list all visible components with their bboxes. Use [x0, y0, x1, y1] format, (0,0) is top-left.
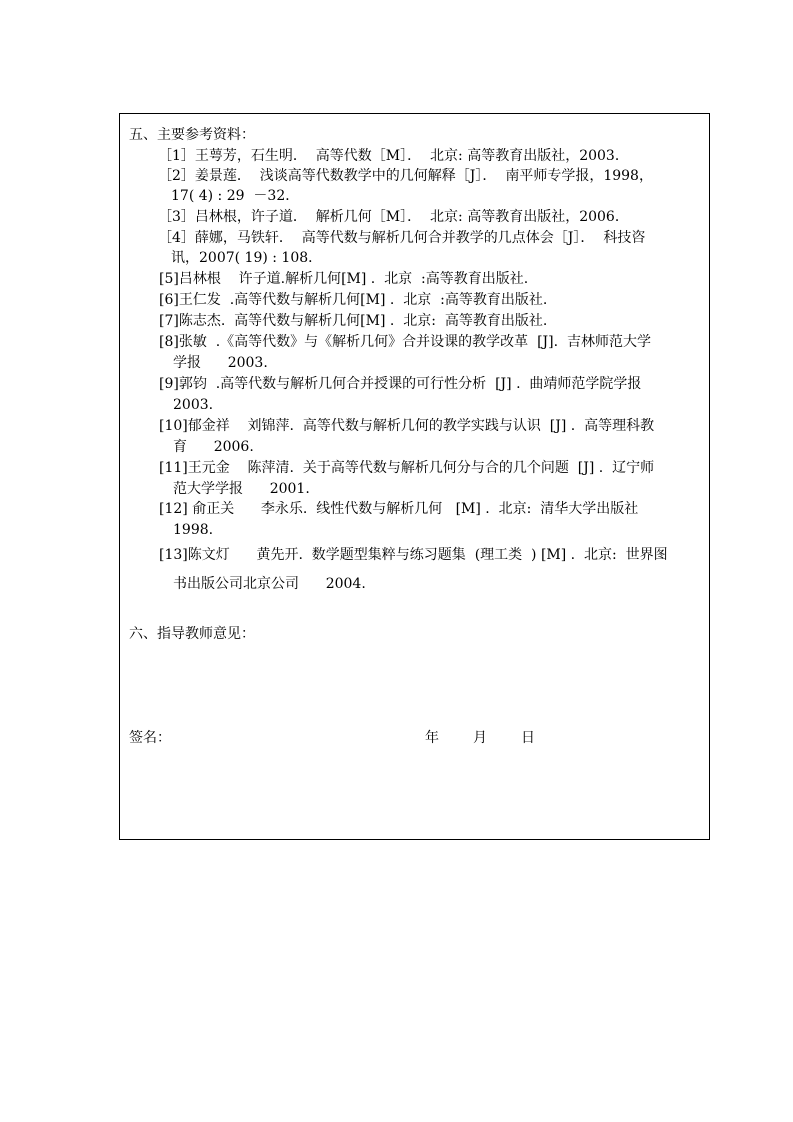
reference-line: [11]王元金 陈萍清. 关于高等代数与解析几何分与合的几个问题 [J] . 辽宁师	[159, 460, 655, 476]
reference-line: [8]张敏 .《高等代数》与《解析几何》合并设课的教学改革 [J]. 吉林师范大学	[159, 334, 651, 350]
date-day-label: 日	[521, 730, 535, 746]
signature-label: 签名：	[129, 730, 171, 746]
reference-line-continued: 2003.	[173, 397, 214, 413]
section-5-heading: 五、主要参考资料：	[129, 127, 255, 143]
date-year-label: 年	[425, 730, 439, 746]
reference-line-continued: 范大学学报 2001.	[173, 481, 310, 497]
reference-line: ［1］王萼芳，石生明． 高等代数［M］． 北京: 高等教育出版社，2003．	[158, 148, 629, 164]
reference-line-continued: 书出版公司北京公司 2004.	[173, 576, 366, 592]
date-month-label: 月	[473, 730, 487, 746]
reference-line-continued: 1998.	[173, 522, 214, 538]
reference-line: [9]郭钧 .高等代数与解析几何合并授课的可行性分析 [J] . 曲靖师范学院学报	[159, 376, 642, 392]
reference-line: [7]陈志杰. 高等代数与解析几何[M] . 北京: 高等教育出版社.	[159, 313, 548, 329]
reference-line-continued: 17( 4) : 29 －32．	[171, 188, 300, 204]
reference-line: [5]吕林根 许子道.解析几何[M] . 北京 :高等教育出版社.	[159, 271, 529, 287]
reference-line-continued: 学报 2003.	[173, 355, 268, 371]
reference-line: ［2］姜景莲． 浅谈高等代数教学中的几何解释［J］． 南平师专学报，1998，	[158, 168, 653, 184]
reference-line: ［4］薛娜，马铁轩． 高等代数与解析几何合并教学的几点体会［J］． 科技咨	[158, 230, 646, 246]
reference-line: [10]郁金祥 刘锦萍. 高等代数与解析几何的教学实践与认识 [J] . 高等理科教	[159, 418, 655, 434]
section-6-heading: 六、指导教师意见：	[129, 626, 255, 642]
reference-line-continued: 讯，2007( 19) : 108．	[171, 250, 323, 266]
reference-line-continued: 育 2006.	[173, 439, 254, 455]
reference-line: ［3］吕林根，许子道． 解析几何［M］． 北京: 高等教育出版社，2006．	[158, 209, 629, 225]
opinion-form-box	[119, 113, 710, 840]
reference-line: [6]王仁发 .高等代数与解析几何[M] . 北京 :高等教育出版社.	[159, 292, 548, 308]
reference-line: [12] 俞正关 李永乐. 线性代数与解析几何 [M] . 北京: 清华大学出版社	[159, 501, 639, 517]
reference-line: [13]陈文灯 黄先开. 数学题型集粹与练习题集 (理工类 ) [M] . 北京: 世界图	[159, 547, 668, 563]
